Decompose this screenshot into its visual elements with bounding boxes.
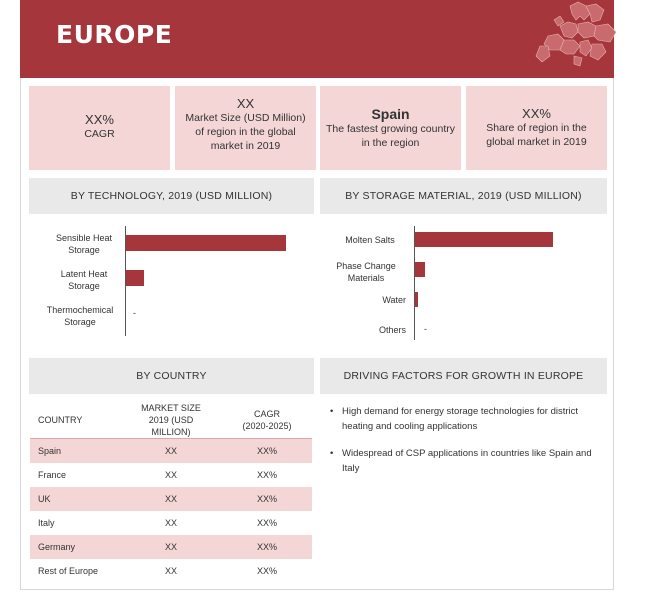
kpi-description: CAGR xyxy=(84,128,115,140)
list-item: • Widespread of CSP applications in countries like Spain and Italy xyxy=(330,446,600,476)
table-row xyxy=(30,439,312,463)
column-header: COUNTRY xyxy=(30,402,120,439)
page-title: EUROPE xyxy=(56,20,173,49)
table-cell: XX% xyxy=(222,439,312,463)
section-header-technology: BY TECHNOLOGY, 2019 (USD MILLION) xyxy=(29,178,314,214)
kpi-value: Spain xyxy=(371,106,410,122)
category-label: Thermochemical Storage xyxy=(46,305,114,327)
table-cell: XX% xyxy=(256,469,277,480)
table-row xyxy=(30,487,312,511)
column-header: MARKET SIZE 2019 (USD MILLION) xyxy=(120,402,222,439)
table-cell: Rest of Europe xyxy=(38,565,99,576)
kpi-value: XX% xyxy=(522,106,551,121)
table-header-row xyxy=(30,402,312,439)
europe-map-icon xyxy=(530,0,620,70)
value-label: - xyxy=(133,308,136,318)
column-header: CAGR (2020-2025) xyxy=(222,402,312,439)
table-cell: UK xyxy=(30,487,120,511)
table-cell: XX% xyxy=(222,487,312,511)
kpi-value: XX% xyxy=(85,112,114,127)
kpi-description: Share of region in the global market in 2019 xyxy=(486,122,587,148)
bar-latent-heat xyxy=(126,270,144,286)
section-header-country: BY COUNTRY xyxy=(29,358,314,394)
technology-chart xyxy=(29,218,314,348)
table-cell: XX% xyxy=(256,565,277,576)
table-cell: Spain xyxy=(30,439,120,463)
bar-phase-change xyxy=(415,262,425,277)
kpi-share xyxy=(466,86,607,170)
table-row xyxy=(30,559,312,583)
table-cell: XX xyxy=(120,487,222,511)
bar-water xyxy=(415,292,418,307)
list-item: • High demand for energy storage technologies for district heating and cooling applications xyxy=(330,404,600,434)
table-cell: XX xyxy=(164,469,177,480)
drivers-list xyxy=(330,404,600,488)
table-row xyxy=(30,511,312,535)
country-table xyxy=(30,402,312,583)
category-label: Water xyxy=(382,295,406,305)
table-cell: Italy xyxy=(38,517,55,528)
kpi-cagr xyxy=(29,86,170,170)
storage-chart xyxy=(320,218,607,348)
category-label: Sensible Heat Storage xyxy=(55,233,113,255)
kpi-value: XX xyxy=(236,96,255,111)
section-header-storage: BY STORAGE MATERIAL, 2019 (USD MILLION) xyxy=(320,178,607,214)
section-header-drivers: DRIVING FACTORS FOR GROWTH IN EUROPE xyxy=(320,358,607,394)
table-row xyxy=(30,535,312,559)
header-banner xyxy=(20,0,614,78)
kpi-market-size xyxy=(175,86,316,170)
table-cell: XX xyxy=(164,517,177,528)
table-cell: XX xyxy=(120,439,222,463)
table-cell: XX xyxy=(164,565,177,576)
kpi-fastest-country xyxy=(320,86,461,170)
table-cell: Germany xyxy=(30,535,120,559)
category-label: Phase Change Materials xyxy=(336,261,396,283)
table-row xyxy=(30,463,312,487)
table-cell: France xyxy=(38,469,67,480)
table-cell: XX% xyxy=(256,517,277,528)
category-label: Others xyxy=(378,325,406,335)
category-label: Latent Heat Storage xyxy=(60,269,108,291)
kpi-description: Market Size (USD Million) of region in the global market in 2019 xyxy=(185,112,306,152)
category-label: Molten Salts xyxy=(345,235,395,245)
kpi-description: The fastest growing country in the region xyxy=(326,123,455,149)
table-cell: XX xyxy=(120,535,222,559)
table-cell: XX% xyxy=(222,535,312,559)
value-label: - xyxy=(424,324,427,334)
bar-molten-salts xyxy=(415,232,553,247)
bar-sensible-heat xyxy=(126,235,286,251)
